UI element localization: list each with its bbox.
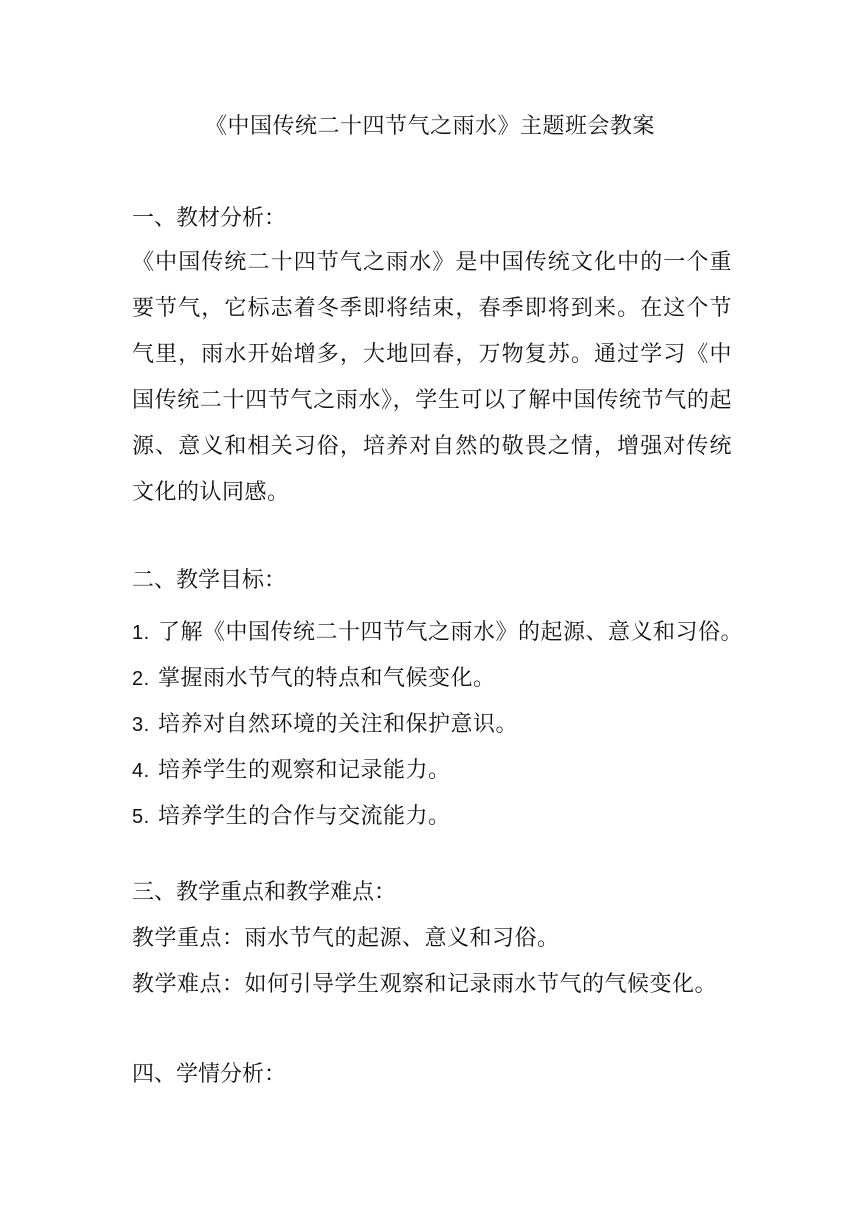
list-item <box>132 702 752 748</box>
list-item-number: 5. <box>132 806 150 828</box>
list-item-text: 掌握雨水节气的特点和气候变化。 <box>158 666 496 691</box>
teaching-goals-list <box>132 610 752 840</box>
list-item <box>132 656 752 702</box>
teaching-focus-line: 教学重点：雨水节气的起源、意义和习俗。 <box>132 926 560 951</box>
list-item-text: 培养学生的合作与交流能力。 <box>158 804 451 829</box>
list-item <box>132 610 752 656</box>
list-item-text: 了解《中国传统二十四节气之雨水》的起源、意义和习俗。 <box>158 620 744 645</box>
list-item-number: 3. <box>132 714 150 736</box>
list-item-number: 4. <box>132 760 150 782</box>
section-heading-student-analysis: 四、学情分析： <box>132 1062 287 1087</box>
textbook-analysis-paragraph: 《中国传统二十四节气之雨水》是中国传统文化中的一个重要节气，它标志着冬季即将结束，春季即将到来。在这个节气里，雨水开始增多，大地回春，万物复苏。通过学习《中国传统二十四节气之雨水》，学生可以了解中国传统节气的起源、意义和相关习俗，培养对自然的敬畏之情，增强对传统文化的认同感。 <box>132 250 732 505</box>
section-heading-key-points: 三、教学重点和教学难点： <box>132 880 397 905</box>
list-item-text: 培养对自然环境的关注和保护意识。 <box>158 712 519 737</box>
document-title: 《中国传统二十四节气之雨水》主题班会教案 <box>204 114 655 139</box>
list-item <box>132 748 752 794</box>
section-heading-teaching-goals: 二、教学目标： <box>132 568 287 593</box>
section-heading-textbook-analysis: 一、教材分析： <box>132 206 287 231</box>
list-item-number: 1. <box>132 622 150 644</box>
list-item <box>132 794 752 840</box>
list-item-number: 2. <box>132 668 150 690</box>
list-item-text: 培养学生的观察和记录能力。 <box>158 758 451 783</box>
teaching-difficulty-line: 教学难点：如何引导学生观察和记录雨水节气的气候变化。 <box>132 972 718 997</box>
